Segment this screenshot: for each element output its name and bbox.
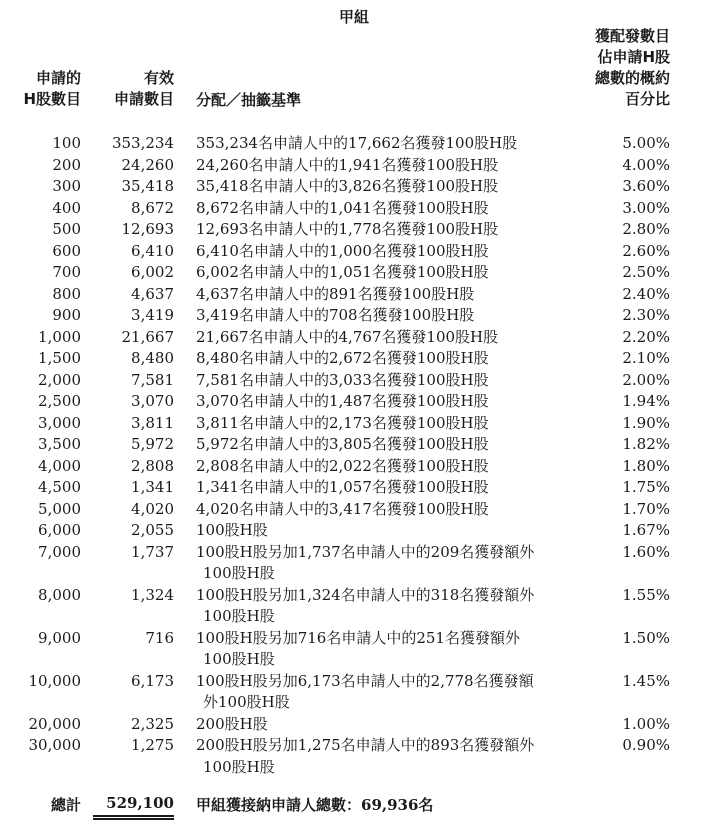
total-value: 529,100 bbox=[106, 794, 174, 812]
basis-cell bbox=[196, 198, 576, 220]
percentage-cell: 2.10% bbox=[622, 349, 670, 367]
percentage-cell: 0.90% bbox=[622, 736, 670, 754]
valid-applications-cell: 7,581 bbox=[131, 370, 174, 389]
valid-applications-cell: 4,020 bbox=[131, 499, 174, 518]
basis-line: 200股H股 bbox=[196, 714, 268, 733]
percentage-cell: 3.60% bbox=[622, 177, 670, 195]
valid-applications-cell: 35,418 bbox=[121, 177, 174, 195]
table-row bbox=[0, 413, 708, 435]
basis-cell bbox=[196, 456, 576, 478]
percentage-cell: 1.94% bbox=[622, 392, 670, 410]
basis-line: 8,672名申請人中的1,041名獲發100股H股 bbox=[196, 198, 489, 217]
table-row bbox=[0, 499, 708, 521]
percentage-cell: 1.50% bbox=[622, 628, 670, 647]
table-row bbox=[0, 198, 708, 220]
basis-line: 100股H股另加1,324名申請人中的318名獲發額外 bbox=[196, 585, 535, 604]
basis-line: 100股H股另加716名申請人中的251名獲發額外 bbox=[196, 628, 520, 647]
table-row bbox=[0, 348, 708, 370]
applied-shares-cell: 500 bbox=[52, 220, 81, 238]
basis-cell bbox=[196, 176, 576, 198]
applied-shares-cell: 600 bbox=[52, 241, 81, 260]
applied-shares-cell: 3,500 bbox=[38, 435, 81, 453]
header-valid-applications bbox=[114, 68, 174, 110]
valid-applications-cell: 2,325 bbox=[131, 714, 174, 733]
valid-applications-cell: 1,275 bbox=[131, 736, 174, 754]
percentage-cell: 4.00% bbox=[622, 155, 670, 174]
table-row bbox=[0, 520, 708, 542]
valid-applications-cell: 8,672 bbox=[131, 198, 174, 217]
applied-shares-cell: 6,000 bbox=[38, 521, 81, 539]
header-line: 總數的概約 bbox=[594, 69, 670, 87]
basis-cell bbox=[196, 348, 576, 370]
applied-shares-cell: 900 bbox=[52, 306, 81, 324]
basis-line: 24,260名申請人中的1,941名獲發100股H股 bbox=[196, 155, 499, 174]
total-double-underline bbox=[93, 815, 174, 820]
percentage-cell: 1.82% bbox=[622, 435, 670, 453]
basis-line: 5,972名申請人中的3,805名獲發100股H股 bbox=[196, 435, 489, 453]
applied-shares-cell: 4,000 bbox=[38, 456, 81, 475]
basis-cell bbox=[196, 219, 576, 241]
table-row bbox=[0, 434, 708, 456]
percentage-cell: 1.67% bbox=[622, 521, 670, 539]
percentage-cell: 1.70% bbox=[622, 499, 670, 518]
valid-applications-cell: 6,002 bbox=[131, 263, 174, 281]
basis-cell bbox=[196, 542, 576, 585]
valid-applications-cell: 1,737 bbox=[131, 542, 174, 561]
valid-applications-cell: 2,055 bbox=[131, 521, 174, 539]
total-description: 甲組獲接納申請人總數：69,936名 bbox=[196, 796, 434, 814]
basis-line: 4,637名申請人中的891名獲發100股H股 bbox=[196, 284, 475, 303]
basis-line: 100股H股 bbox=[203, 757, 275, 776]
table-row bbox=[0, 477, 708, 499]
applied-shares-cell: 2,500 bbox=[38, 392, 81, 410]
percentage-cell: 3.00% bbox=[622, 198, 670, 217]
table-row bbox=[0, 542, 708, 585]
basis-line: 6,002名申請人中的1,051名獲發100股H股 bbox=[196, 263, 489, 281]
allocation-table bbox=[0, 133, 708, 778]
basis-cell bbox=[196, 327, 576, 349]
basis-cell bbox=[196, 262, 576, 284]
basis-line: 6,410名申請人中的1,000名獲發100股H股 bbox=[196, 241, 489, 260]
percentage-cell: 1.55% bbox=[622, 585, 670, 604]
applied-shares-cell: 700 bbox=[52, 263, 81, 281]
basis-cell bbox=[196, 434, 576, 456]
applied-shares-cell: 1,000 bbox=[38, 327, 81, 346]
basis-line: 3,070名申請人中的1,487名獲發100股H股 bbox=[196, 392, 489, 410]
table-row bbox=[0, 628, 708, 671]
basis-cell bbox=[196, 155, 576, 177]
basis-cell bbox=[196, 133, 576, 155]
applied-shares-cell: 2,000 bbox=[38, 370, 81, 389]
basis-cell bbox=[196, 305, 576, 327]
basis-line: 200股H股另加1,275名申請人中的893名獲發額外 bbox=[196, 736, 535, 754]
basis-cell bbox=[196, 391, 576, 413]
applied-shares-cell: 400 bbox=[52, 198, 81, 217]
percentage-cell: 1.60% bbox=[622, 542, 670, 561]
table-row bbox=[0, 671, 708, 714]
applied-shares-cell: 800 bbox=[52, 284, 81, 303]
basis-cell bbox=[196, 499, 576, 521]
applied-shares-cell: 200 bbox=[52, 155, 81, 174]
basis-cell bbox=[196, 671, 576, 714]
percentage-cell: 1.00% bbox=[622, 714, 670, 733]
percentage-cell: 2.60% bbox=[622, 241, 670, 260]
table-row bbox=[0, 327, 708, 349]
applied-shares-cell: 9,000 bbox=[38, 628, 81, 647]
valid-applications-cell: 2,808 bbox=[131, 456, 174, 475]
table-row bbox=[0, 262, 708, 284]
table-row bbox=[0, 456, 708, 478]
valid-applications-cell: 12,693 bbox=[121, 220, 174, 238]
valid-applications-cell: 8,480 bbox=[131, 349, 174, 367]
applied-shares-cell: 8,000 bbox=[38, 585, 81, 604]
basis-line: 4,020名申請人中的3,417名獲發100股H股 bbox=[196, 499, 489, 518]
applied-shares-cell: 7,000 bbox=[38, 542, 81, 561]
valid-applications-cell: 5,972 bbox=[131, 435, 174, 453]
valid-applications-cell: 4,637 bbox=[131, 284, 174, 303]
basis-cell bbox=[196, 284, 576, 306]
valid-applications-cell: 1,324 bbox=[131, 585, 174, 604]
basis-line: 100股H股另加1,737名申請人中的209名獲發額外 bbox=[196, 542, 535, 561]
basis-cell bbox=[196, 370, 576, 392]
header-applied-shares bbox=[23, 68, 81, 110]
percentage-cell: 2.00% bbox=[622, 370, 670, 389]
applied-shares-cell: 4,500 bbox=[38, 478, 81, 496]
basis-line: 100股H股 bbox=[196, 521, 268, 539]
table-row bbox=[0, 370, 708, 392]
percentage-cell: 2.50% bbox=[622, 263, 670, 281]
percentage-cell: 2.20% bbox=[622, 327, 670, 346]
percentage-cell: 1.90% bbox=[622, 413, 670, 432]
valid-applications-cell: 21,667 bbox=[121, 327, 174, 346]
header-line: H股數目 bbox=[23, 90, 81, 108]
basis-line: 35,418名申請人中的3,826名獲發100股H股 bbox=[196, 177, 499, 195]
basis-line: 8,480名申請人中的2,672名獲發100股H股 bbox=[196, 349, 489, 367]
basis-line: 1,341名申請人中的1,057名獲發100股H股 bbox=[196, 478, 489, 496]
percentage-cell: 2.40% bbox=[622, 284, 670, 303]
valid-applications-cell: 3,070 bbox=[131, 392, 174, 410]
valid-applications-cell: 1,341 bbox=[131, 478, 174, 496]
header-line: 佔申請H股 bbox=[597, 48, 670, 66]
header-basis bbox=[196, 90, 301, 111]
table-row bbox=[0, 585, 708, 628]
applied-shares-cell: 300 bbox=[52, 177, 81, 195]
basis-line: 100股H股 bbox=[203, 564, 275, 582]
header-percentage bbox=[595, 26, 670, 110]
basis-cell bbox=[196, 714, 576, 736]
total-label: 總計 bbox=[50, 796, 81, 814]
basis-cell bbox=[196, 585, 576, 628]
applied-shares-cell: 30,000 bbox=[28, 736, 81, 754]
applied-shares-cell: 10,000 bbox=[28, 671, 81, 690]
header-line: 獲配發數目 bbox=[594, 27, 670, 45]
percentage-cell: 2.30% bbox=[622, 306, 670, 324]
valid-applications-cell: 6,410 bbox=[131, 241, 174, 260]
valid-applications-cell: 3,419 bbox=[131, 306, 174, 324]
table-row bbox=[0, 133, 708, 155]
basis-cell bbox=[196, 477, 576, 499]
table-row bbox=[0, 284, 708, 306]
valid-applications-cell: 353,234 bbox=[111, 134, 174, 152]
table-row bbox=[0, 241, 708, 263]
basis-line: 2,808名申請人中的2,022名獲發100股H股 bbox=[196, 456, 489, 475]
basis-line: 外100股H股 bbox=[203, 693, 290, 711]
group-title: 甲組 bbox=[338, 8, 369, 26]
valid-applications-cell: 6,173 bbox=[131, 671, 174, 690]
table-row bbox=[0, 714, 708, 736]
basis-cell bbox=[196, 628, 576, 671]
basis-line: 7,581名申請人中的3,033名獲發100股H股 bbox=[196, 370, 489, 389]
header-line: 申請數目 bbox=[113, 90, 174, 108]
basis-cell bbox=[196, 520, 576, 542]
valid-applications-cell: 3,811 bbox=[131, 413, 174, 432]
percentage-cell: 2.80% bbox=[622, 220, 670, 238]
percentage-cell: 1.75% bbox=[622, 478, 670, 496]
basis-line: 100股H股 bbox=[203, 607, 275, 625]
header-line: 申請的 bbox=[35, 69, 81, 87]
valid-applications-cell: 716 bbox=[145, 628, 174, 647]
applied-shares-cell: 20,000 bbox=[28, 714, 81, 733]
basis-line: 3,811名申請人中的2,173名獲發100股H股 bbox=[196, 413, 489, 432]
applied-shares-cell: 1,500 bbox=[38, 349, 81, 367]
percentage-cell: 1.80% bbox=[622, 456, 670, 475]
header-line: 有效 bbox=[143, 69, 174, 87]
header-line: 分配／抽籤基準 bbox=[196, 91, 302, 109]
table-row bbox=[0, 305, 708, 327]
basis-line: 3,419名申請人中的708名獲發100股H股 bbox=[196, 306, 475, 324]
valid-applications-cell: 24,260 bbox=[121, 155, 174, 174]
percentage-cell: 5.00% bbox=[622, 134, 670, 152]
table-row bbox=[0, 735, 708, 778]
basis-line: 21,667名申請人中的4,767名獲發100股H股 bbox=[196, 327, 499, 346]
basis-cell bbox=[196, 735, 576, 778]
applied-shares-cell: 5,000 bbox=[38, 499, 81, 518]
table-row bbox=[0, 391, 708, 413]
header-line: 百分比 bbox=[624, 90, 670, 108]
table-row bbox=[0, 219, 708, 241]
basis-cell bbox=[196, 241, 576, 263]
percentage-cell: 1.45% bbox=[622, 671, 670, 690]
basis-line: 100股H股另加6,173名申請人中的2,778名獲發額 bbox=[196, 671, 534, 690]
basis-line: 353,234名申請人中的17,662名獲發100股H股 bbox=[196, 134, 518, 152]
table-row bbox=[0, 155, 708, 177]
basis-line: 100股H股 bbox=[203, 650, 275, 668]
table-row bbox=[0, 176, 708, 198]
basis-line: 12,693名申請人中的1,778名獲發100股H股 bbox=[196, 220, 499, 238]
applied-shares-cell: 3,000 bbox=[38, 413, 81, 432]
basis-cell bbox=[196, 413, 576, 435]
applied-shares-cell: 100 bbox=[52, 134, 81, 152]
